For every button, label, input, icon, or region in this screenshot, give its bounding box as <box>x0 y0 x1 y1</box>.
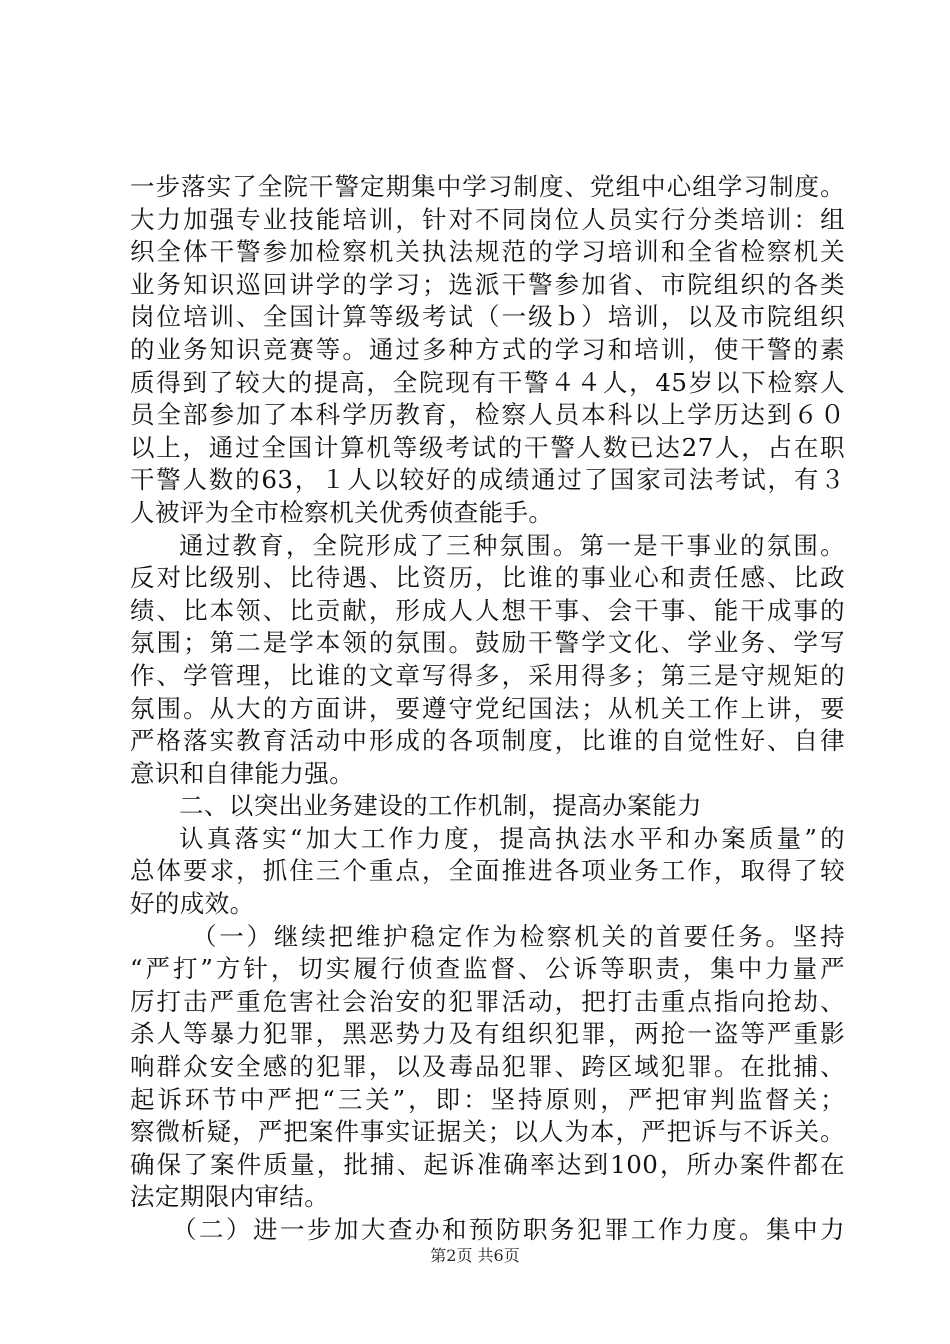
paragraph-line: 起诉环节中严把“三关”，即：坚持原则，严把审判监督关； <box>130 1084 845 1114</box>
paragraph-line: 好的成效。 <box>130 889 255 919</box>
paragraph-line: 厉打击严重危害社会治安的犯罪活动，把打击重点指向抢劫、 <box>130 986 845 1016</box>
paragraph-line: 的业务知识竞赛等。通过多种方式的学习和培训，使干警的素 <box>130 334 845 364</box>
paragraph-line: 干警人数的63，１人以较好的成绩通过了国家司法考试，有３ <box>130 465 845 495</box>
paragraph-line: 响群众安全感的犯罪，以及毒品犯罪、跨区域犯罪。在批捕、 <box>130 1052 845 1082</box>
paragraph-line: （一）继续把维护稳定作为检察机关的首要任务。坚持 <box>192 921 845 951</box>
paragraph-line: 人被评为全市检察机关优秀侦查能手。 <box>130 497 554 527</box>
paragraph-line: 认真落实“加大工作力度，提高执法水平和办案质量”的 <box>179 823 845 853</box>
paragraph-line: 业务知识巡回讲学的学习；选派干警参加省、市院组织的各类 <box>130 269 845 299</box>
paragraph-line: 氛围。从大的方面讲，要遵守党纪国法；从机关工作上讲，要 <box>130 693 845 723</box>
paragraph-line: 反对比级别、比待遇、比资历，比谁的事业心和责任感、比政 <box>130 563 845 593</box>
paragraph-line: 大力加强专业技能培训，针对不同岗位人员实行分类培训：组 <box>130 204 845 234</box>
paragraph-line: 一步落实了全院干警定期集中学习制度、党组中心组学习制度。 <box>130 172 845 201</box>
paragraph-line: 确保了案件质量，批捕、起诉准确率达到100，所办案件都在 <box>130 1149 845 1179</box>
document-body <box>130 171 845 1247</box>
paragraph-line: 氛围；第二是学本领的氛围。鼓励干警学文化、学业务、学写 <box>130 628 845 658</box>
paragraph-line: （二）进一步加大查办和预防职务犯罪工作力度。集中力 <box>172 1215 845 1244</box>
paragraph-line: 绩、比本领、比贡献，形成人人想干事、会干事、能干成事的 <box>130 595 845 625</box>
paragraph-line: 质得到了较大的提高，全院现有干警４４人，45岁以下检察人 <box>130 367 845 397</box>
paragraph-line: 总体要求，抓住三个重点，全面推进各项业务工作，取得了较 <box>130 856 845 886</box>
paragraph-line: 通过教育，全院形成了三种氛围。第一是干事业的氛围。 <box>179 530 845 560</box>
section-heading: 二、以突出业务建设的工作机制，提高办案能力 <box>179 791 702 821</box>
paragraph-line: 意识和自律能力强。 <box>130 758 355 788</box>
paragraph-line: 杀人等暴力犯罪，黑恶势力及有组织犯罪，两抢一盗等严重影 <box>130 1019 845 1049</box>
paragraph-line: 严格落实教育活动中形成的各项制度，比谁的自觉性好、自律 <box>130 726 845 756</box>
paragraph-line: 察微析疑，严把案件事实证据关；以人为本，严把诉与不诉关。 <box>130 1117 845 1147</box>
paragraph-line: 以上，通过全国计算机等级考试的干警人数已达27人，占在职 <box>130 432 845 462</box>
paragraph-line: 员全部参加了本科学历教育，检察人员本科以上学历达到６０ <box>130 400 845 430</box>
paragraph-line: 法定期限内审结。 <box>130 1182 330 1212</box>
paragraph-line: 作、学管理，比谁的文章写得多，采用得多；第三是守规矩的 <box>130 660 845 690</box>
paragraph-line: 岗位培训、全国计算等级考试（一级ｂ）培训，以及市院组织 <box>130 302 845 332</box>
paragraph-line: “严打”方针，切实履行侦查监督、公诉等职责，集中力量严 <box>130 954 845 984</box>
page-number-footer: 第2页 共6页 <box>430 1246 520 1265</box>
paragraph-line: 织全体干警参加检察机关执法规范的学习培训和全省检察机关 <box>130 237 845 267</box>
